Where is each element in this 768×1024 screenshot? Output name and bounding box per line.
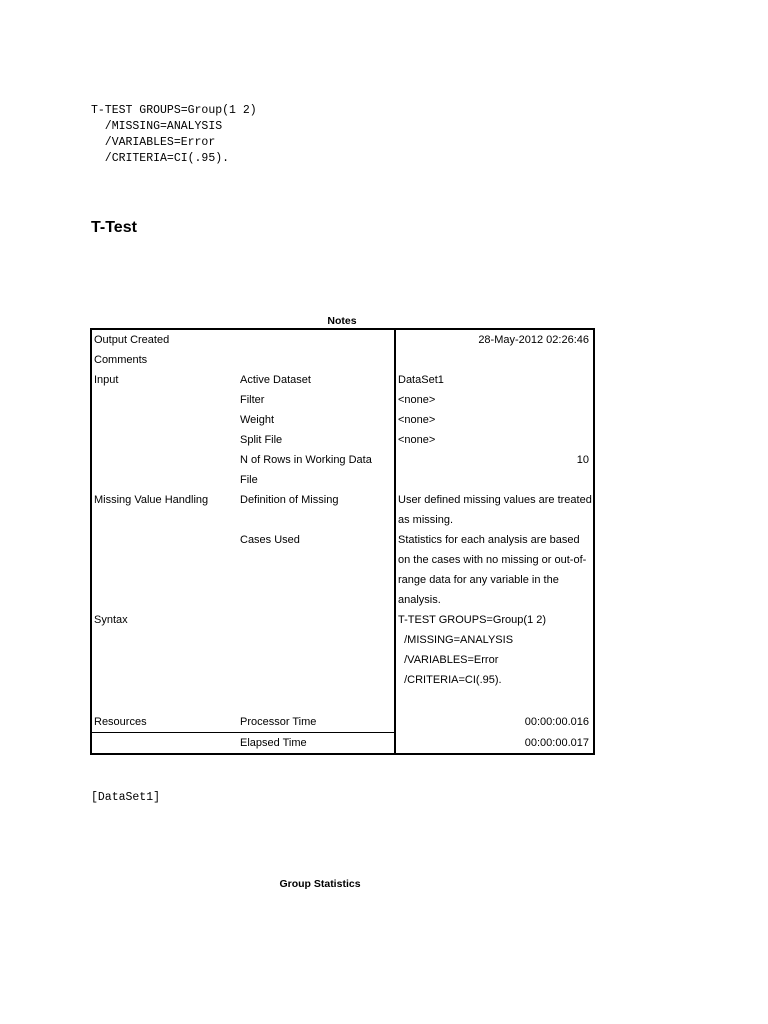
row-category xyxy=(91,733,238,755)
row-category xyxy=(91,410,238,430)
row-category xyxy=(91,630,238,650)
table-row xyxy=(91,570,594,590)
processor-time-value: 00:00:00.016 xyxy=(395,712,594,733)
table-row xyxy=(91,450,594,470)
row-item xyxy=(238,690,395,712)
row-item xyxy=(238,650,395,670)
resources-label: Resources xyxy=(94,716,147,728)
row-category xyxy=(91,390,238,410)
syntax-line: /MISSING=ANALYSIS xyxy=(91,120,223,133)
row-value: analysis. xyxy=(395,590,594,610)
table-row xyxy=(91,670,594,690)
row-category: Output Created xyxy=(94,334,170,346)
row-value: <none> xyxy=(395,430,594,450)
table-row xyxy=(91,329,594,350)
syntax-line: T-TEST GROUPS=Group(1 2) xyxy=(91,104,257,117)
row-item xyxy=(238,670,395,690)
row-value: /MISSING=ANALYSIS xyxy=(395,630,594,650)
row-item xyxy=(238,630,395,650)
row-item: Active Dataset xyxy=(240,374,311,386)
notes-table-body xyxy=(91,329,594,754)
row-item: Cases Used xyxy=(240,534,300,546)
table-row xyxy=(91,490,594,510)
row-value: 10 xyxy=(395,450,594,470)
table-row xyxy=(91,350,594,370)
row-item xyxy=(238,510,395,530)
row-value: <none> xyxy=(395,390,594,410)
row-item: Definition of Missing xyxy=(240,494,339,506)
row-value xyxy=(395,470,594,490)
row-value: as missing. xyxy=(395,510,594,530)
elapsed-time-label: Elapsed Time xyxy=(238,733,395,755)
row-category xyxy=(91,590,238,610)
row-item xyxy=(238,329,395,350)
row-category xyxy=(91,650,238,670)
table-row xyxy=(91,650,594,670)
row-category xyxy=(91,550,238,570)
row-value: <none> xyxy=(395,410,594,430)
row-item: File xyxy=(240,474,258,486)
table-row xyxy=(91,630,594,650)
table-row xyxy=(91,530,594,550)
table-row xyxy=(91,410,594,430)
spacer-row xyxy=(91,690,594,712)
table-row xyxy=(91,370,594,390)
table-row xyxy=(91,590,594,610)
table-row xyxy=(91,712,594,733)
notes-table xyxy=(90,328,595,755)
table-row xyxy=(91,390,594,410)
row-item: Weight xyxy=(240,414,275,426)
row-item: Split File xyxy=(240,434,283,446)
row-category: Input xyxy=(94,374,119,386)
row-category xyxy=(91,670,238,690)
row-category xyxy=(91,430,238,450)
section-heading: T-Test xyxy=(91,219,137,236)
row-category: Comments xyxy=(94,354,148,366)
row-value: 28-May-2012 02:26:46 xyxy=(395,329,594,350)
syntax-line: /VARIABLES=Error xyxy=(91,136,216,149)
syntax-line: /CRITERIA=CI(.95). xyxy=(91,152,230,165)
table-row xyxy=(91,733,594,755)
row-item xyxy=(238,550,395,570)
table-row xyxy=(91,550,594,570)
row-category xyxy=(91,510,238,530)
row-item xyxy=(238,590,395,610)
row-category xyxy=(91,530,238,550)
row-value: range data for any variable in the xyxy=(395,570,594,590)
row-item xyxy=(238,570,395,590)
notes-table-title: Notes xyxy=(327,315,357,327)
row-category: Missing Value Handling xyxy=(94,494,209,506)
row-category xyxy=(91,450,238,470)
table-row xyxy=(91,610,594,630)
dataset-label: [DataSet1] xyxy=(91,791,161,804)
row-value: /CRITERIA=CI(.95). xyxy=(395,670,594,690)
row-value xyxy=(395,350,594,370)
row-item xyxy=(238,350,395,370)
row-category: Syntax xyxy=(94,614,128,626)
row-category xyxy=(91,470,238,490)
row-category xyxy=(91,570,238,590)
row-value: Statistics for each analysis are based xyxy=(395,530,594,550)
row-item: Filter xyxy=(240,394,265,406)
table-row xyxy=(91,510,594,530)
row-value: DataSet1 xyxy=(395,370,594,390)
row-value: User defined missing values are treated xyxy=(395,490,594,510)
syntax-block xyxy=(91,103,257,167)
row-item: N of Rows in Working Data xyxy=(240,454,372,466)
row-value: on the cases with no missing or out-of- xyxy=(395,550,594,570)
table-row xyxy=(91,470,594,490)
row-item xyxy=(238,610,395,630)
processor-time-label: Processor Time xyxy=(240,716,317,728)
row-category xyxy=(91,690,238,712)
table-row xyxy=(91,430,594,450)
elapsed-time-value: 00:00:00.017 xyxy=(395,733,594,755)
row-value: /VARIABLES=Error xyxy=(395,650,594,670)
row-value: T-TEST GROUPS=Group(1 2) xyxy=(395,610,594,630)
row-value xyxy=(395,690,594,712)
group-statistics-title: Group Statistics xyxy=(279,878,361,890)
